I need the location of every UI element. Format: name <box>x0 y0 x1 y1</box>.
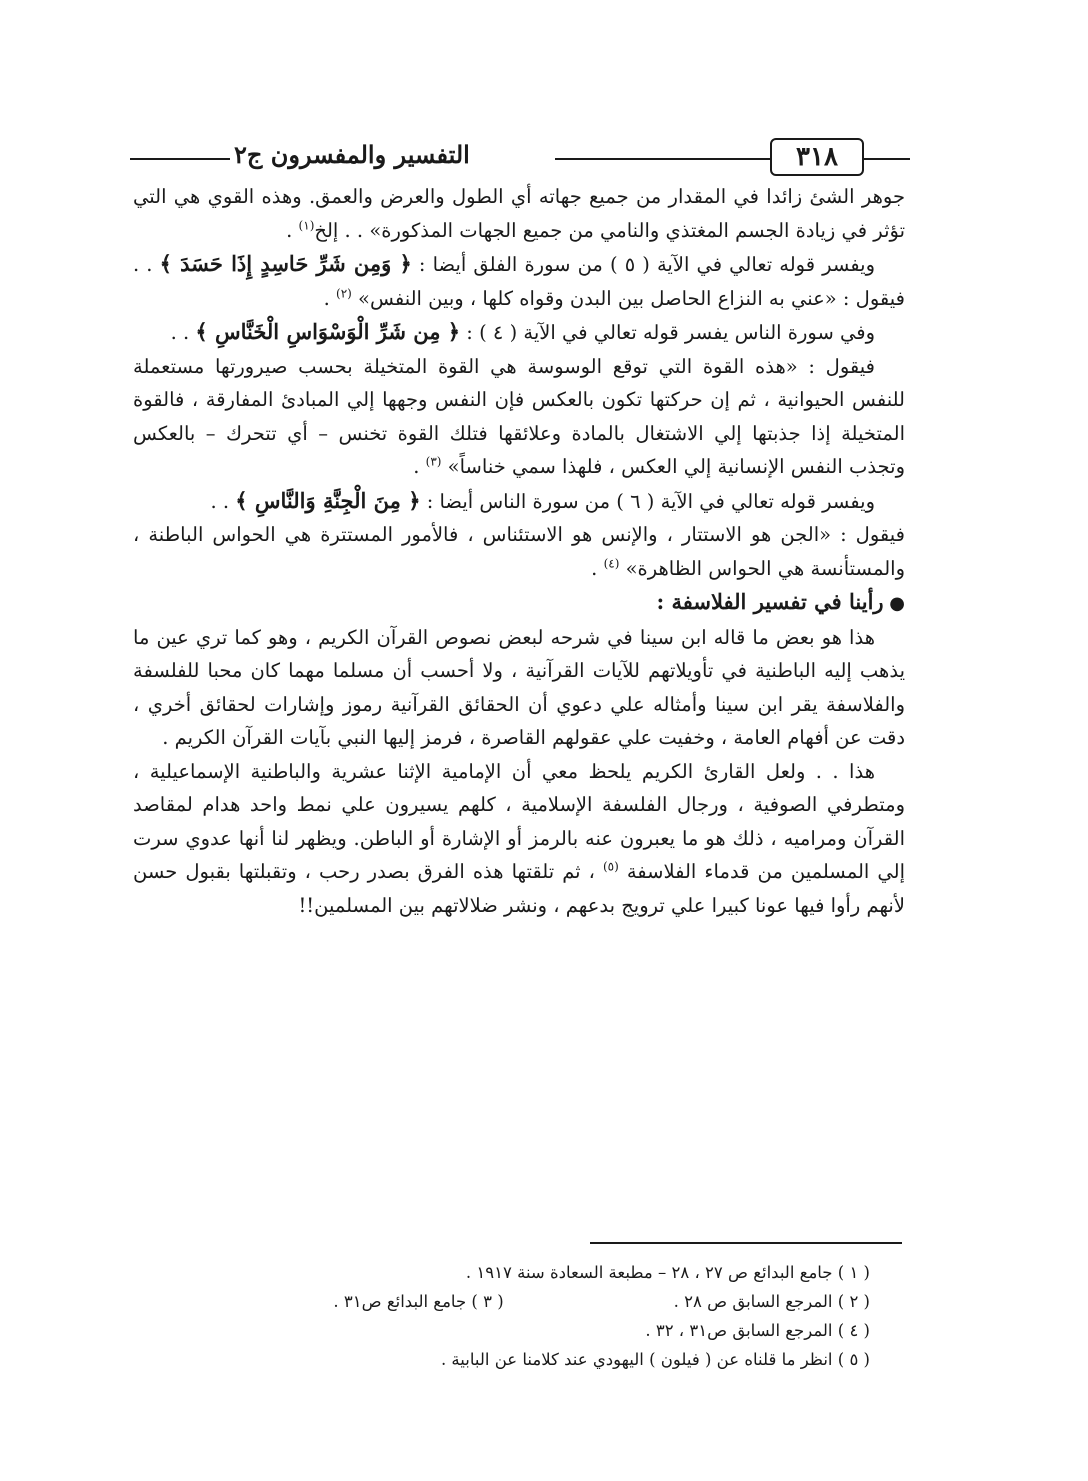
paragraph-3: وفي سورة الناس يفسر قوله تعالي في الآية ( ٤ ) : ﴿ مِن شَرِّ الْوَسْوَاسِ الْخَنَّاسِ ﴾ . . <box>170 319 875 344</box>
main-text <box>133 180 905 922</box>
bullet-icon: ● <box>883 593 905 614</box>
footnote-ref-4: (٤) <box>603 556 620 570</box>
page-number: ٣١٨ <box>770 138 864 176</box>
paragraph-8: هذا . . ولعل القارئ الكريم يلحظ معي أن الإمامية الإثنا عشرية والباطنية الإسماعيلية ، ومتطرفي الصوفية ، ورجال الفلسفة الإسلامية ، كلهم يسيرون علي نمط واحد هدام لمقاصد القرآن ومراميه ، ذلك هو ما يعبرون عنه بالرمز أو الإشارة أو الباطن. ويظهر لنا أنها عدوي سرت إلي المسلمين من قدماء الفلاسفة $^{(٥)}$ ، ثم تلقتها هذه الفرق بصدر رحب ، وتقبلتها بقبول حسن لأنهم رأوا فيها عونا كبيرا علي ترويج بدعهم ، ونشر ضلالاتهم بين المسلمين!! <box>133 759 905 917</box>
footnote-ref-3: (٣) <box>425 454 442 469</box>
footnote-ref-5: (٥) <box>602 859 619 874</box>
header-rule-left <box>130 158 230 160</box>
footnote-row-2-3 <box>140 1287 870 1316</box>
footnotes <box>140 1258 870 1374</box>
footnote-4: ( ٤ ) المرجع السابق ص٣١ ، ٣٢ . <box>645 1321 870 1340</box>
section-heading: ● رأينا في تفسير الفلاسفة : <box>656 589 905 614</box>
quran-verse-falaq: ﴿ وَمِن شَرِّ حَاسِدٍ إِذَا حَسَدَ ﴾ <box>159 251 412 276</box>
paragraph-5: ويفسر قوله تعالي في الآية ( ٦ ) من سورة الناس أيضا : ﴿ مِنَ الْجِنَّةِ وَالنَّاسِ ﴾ . . <box>210 487 875 513</box>
paragraph-6: فيقول : «الجن هو الاستتار ، والإنس هو الاستئناس ، فالأمور المستترة هي الحواس الباطنة ، والمستأنسة هي الحواس الظاهرة» $^{(٤)}$ . <box>133 523 905 580</box>
quran-verse-nas-4: ﴿ مِن شَرِّ الْوَسْوَاسِ الْخَنَّاسِ ﴾ <box>195 319 461 344</box>
paragraph-1: جوهر الشئ زائدا في المقدار من جميع جهاته أي الطول والعرض والعمق. وهذه القوي هي التي تؤثر في زيادة الجسم المغتذي والنامي من جميع الجهات المذكورة» . . إلخ$^{(١)}$ . <box>133 185 905 242</box>
footnote-3: ( ٣ ) جامع البدائع ص٣١ . <box>333 1292 504 1311</box>
footnote-2: ( ٢ ) المرجع السابق ص ٢٨ . <box>673 1292 870 1311</box>
footnote-ref-2: (٢) <box>336 286 352 300</box>
paragraph-2: ويفسر قوله تعالي في الآية ( ٥ ) من سورة الفلق أيضا : ﴿ وَمِن شَرِّ حَاسِدٍ إِذَا حَسَدَ ﴾ . . فيقول : «عني به النزاع الحاصل بين البدن وقواه كلها ، وبين النفس» $^{(٢)}$ . <box>133 251 905 310</box>
footnote-ref-1: (١) <box>298 218 315 232</box>
footnote-5: ( ٥ ) انظر ما قلناه عن ( فيلون ) اليهودي عند كلامنا عن البابية . <box>440 1350 870 1369</box>
paragraph-7: هذا هو بعض ما قاله ابن سينا في شرحه لبعض نصوص القرآن الكريم ، وهو كما تري عين ما يذهب إليه الباطنية في تأويلاتهم للآيات القرآنية ، ولا أحسب أن مسلما مهما كان محبا للفلسفة والفلاسفة يقر ابن سينا وأمثاله علي دعوي أن الحقائق القرآنية رموز وإشارات لحقائق أخري ، دقت عن أفهام العامة ، وخفيت علي عقولهم القاصرة ، فرمز إليها النبي بآيات القرآن الكريم . <box>133 625 905 749</box>
paragraph-4: فيقول : «هذه القوة التي توقع الوسوسة هي القوة المتخيلة بحسب صيرورتها مستعملة للنفس الحيوانية ، ثم إن حركتها تكون بالعكس فإن النفس وجهها إلي المبادئ المفارقة ، فالقوة المتخيلة إذا جذبتها إلي الاشتغال بالمادة وعلائقها فتلك القوة تخنس – أي تتحرك – بالعكس وتجذب النفس الإنسانية إلي العكس ، فلهذا سمي خناساً» $^{(٣)}$ . <box>133 354 905 478</box>
footnote-1: ( ١ ) جامع البدائع ص ٢٧ ، ٢٨ – مطبعة السعادة سنة ١٩١٧ . <box>465 1263 870 1282</box>
footnote-separator <box>590 1242 902 1244</box>
page-header <box>130 138 910 178</box>
quran-verse-nas-6: ﴿ مِنَ الْجِنَّةِ وَالنَّاسِ ﴾ <box>235 487 421 513</box>
running-title: التفسير والمفسرون ج٢ <box>234 140 470 169</box>
